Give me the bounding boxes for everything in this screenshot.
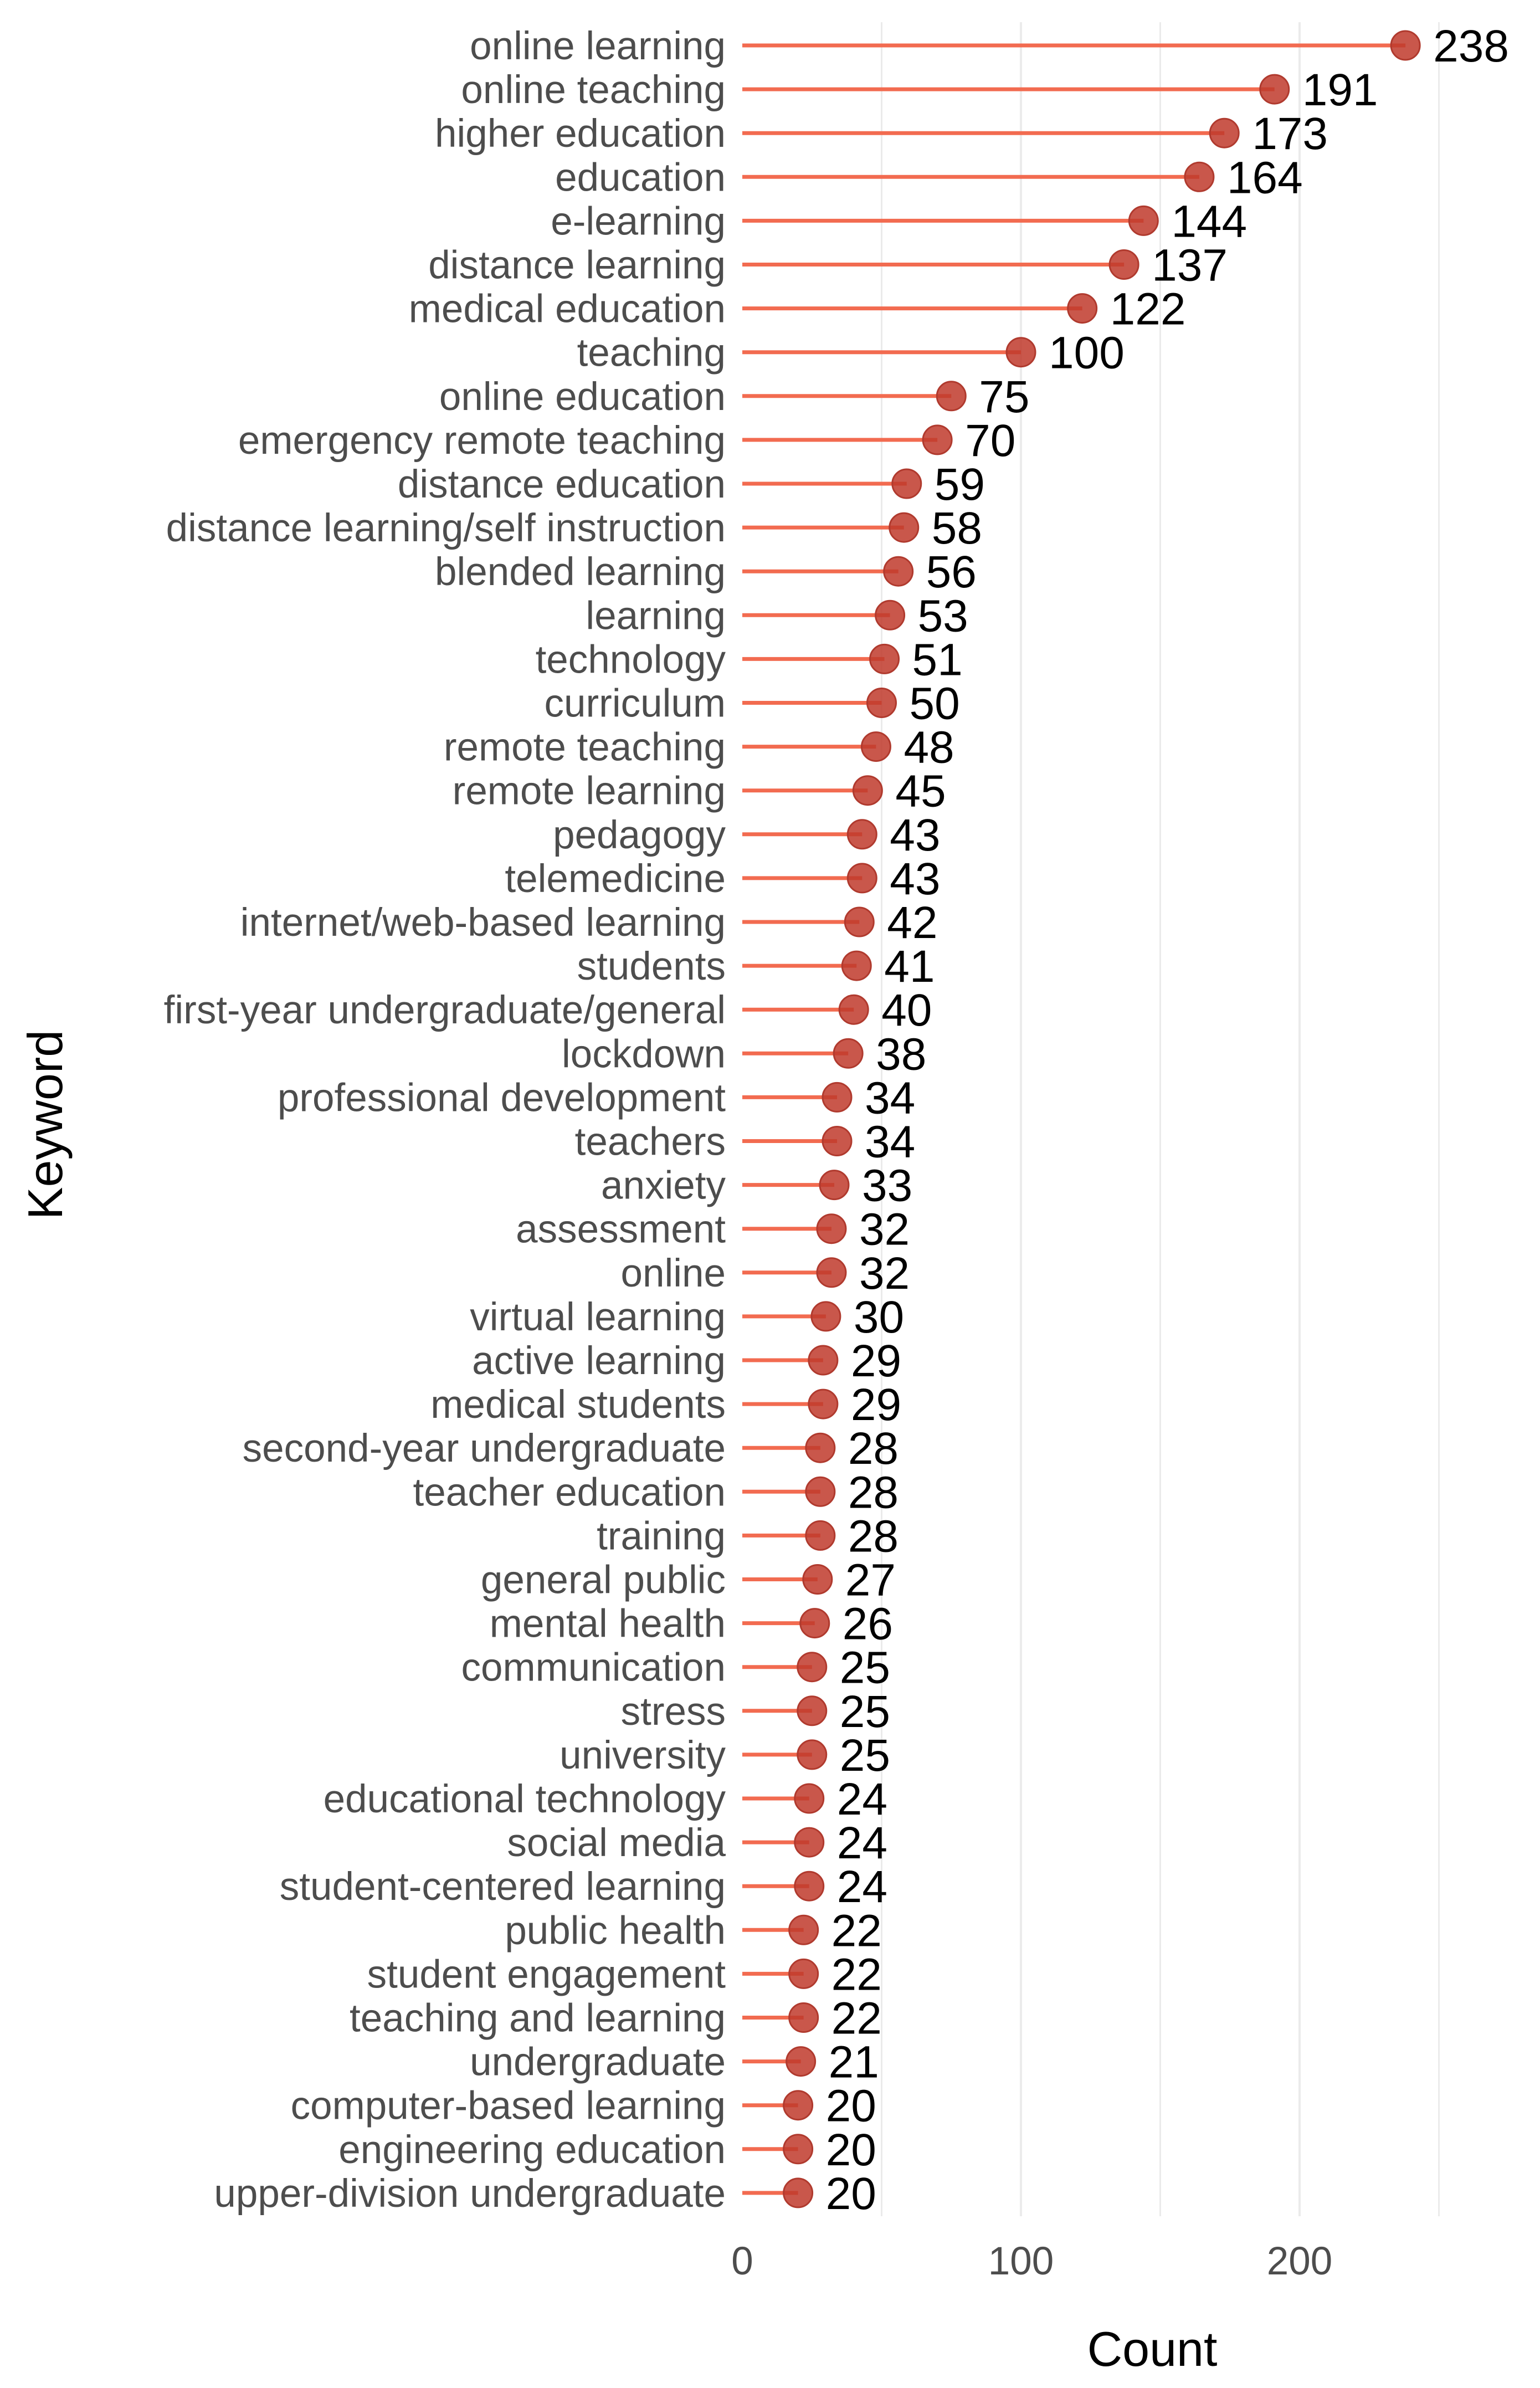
value-label: 38: [876, 1029, 927, 1080]
lollipop-point: [817, 1215, 846, 1243]
lollipop-point: [823, 1127, 851, 1156]
value-label: 75: [979, 371, 1030, 422]
lollipop-point: [784, 2135, 813, 2164]
value-label: 164: [1226, 152, 1303, 203]
keyword-label: public health: [505, 1909, 726, 1953]
lollipop-point: [823, 1083, 851, 1111]
lollipop-point: [884, 557, 913, 586]
keyword-label: medical students: [430, 1383, 726, 1427]
keyword-label: remote teaching: [443, 725, 726, 770]
value-label: 144: [1171, 196, 1248, 247]
keyword-label: online teaching: [461, 68, 726, 112]
keyword-label: mental health: [489, 1602, 726, 1646]
lollipop-point: [817, 1258, 846, 1287]
lollipop-point: [789, 2003, 818, 2032]
value-label: 50: [909, 678, 960, 729]
value-label: 22: [831, 1993, 882, 2044]
keyword-label: training: [597, 1514, 726, 1559]
keyword-label: engineering education: [338, 2128, 726, 2172]
lollipop-point: [798, 1740, 827, 1769]
keyword-label: blended learning: [434, 550, 726, 595]
keyword-label: higher education: [434, 112, 726, 156]
lollipop-point: [853, 776, 882, 805]
keyword-label: first-year undergraduate/general: [163, 988, 726, 1033]
lollipop-point: [806, 1521, 835, 1550]
value-label: 40: [881, 985, 932, 1036]
y-axis-title: Keyword: [18, 1029, 73, 1220]
value-label: 70: [965, 415, 1016, 466]
value-label: 20: [825, 2124, 876, 2175]
keyword-label: technology: [535, 638, 726, 682]
lollipop-point: [845, 908, 874, 936]
lollipop-point: [842, 951, 871, 980]
keyword-label: second-year undergraduate: [242, 1427, 726, 1471]
value-label: 25: [839, 1730, 890, 1781]
lollipop-point: [890, 513, 918, 542]
value-label: 28: [848, 1423, 899, 1474]
lollipop-point: [1129, 206, 1158, 235]
lollipop-point: [806, 1477, 835, 1506]
lollipop-point: [892, 469, 921, 498]
keyword-label: remote learning: [452, 769, 726, 813]
lollipop-point: [848, 864, 876, 893]
keyword-label: online learning: [470, 24, 726, 68]
value-label: 191: [1302, 65, 1378, 116]
lollipop-point: [795, 1784, 824, 1813]
keyword-label: active learning: [472, 1339, 726, 1383]
keyword-label: upper-division undergraduate: [214, 2171, 726, 2216]
lollipop-point: [923, 426, 952, 454]
keyword-label: teaching: [577, 331, 726, 375]
keyword-label: online education: [439, 375, 726, 419]
lollipop-point: [809, 1390, 838, 1418]
value-label: 34: [865, 1073, 916, 1124]
keyword-label: educational technology: [323, 1777, 726, 1821]
lollipop-point: [787, 2047, 815, 2076]
keyword-label: professional development: [277, 1076, 726, 1120]
x-tick-label: 0: [731, 2240, 753, 2283]
lollipop-point: [820, 1171, 849, 1200]
lollipop-point: [839, 995, 868, 1024]
lollipop-point: [870, 644, 899, 673]
value-label: 22: [831, 1949, 882, 2000]
lollipop-point: [809, 1346, 838, 1375]
keyword-label: anxiety: [601, 1164, 726, 1208]
value-label: 32: [859, 1204, 910, 1255]
keyword-label: teacher education: [413, 1470, 726, 1515]
lollipop-point: [937, 382, 966, 411]
value-label: 30: [853, 1292, 905, 1342]
lollipop-point: [1210, 119, 1239, 147]
value-label: 24: [836, 1862, 887, 1913]
lollipop-point: [798, 1697, 827, 1725]
lollipop-point: [1260, 75, 1289, 104]
value-label: 238: [1433, 21, 1509, 71]
value-label: 28: [848, 1467, 899, 1518]
keyword-label: student-centered learning: [279, 1865, 726, 1909]
value-label: 58: [931, 503, 982, 554]
value-label: 22: [831, 1905, 882, 1956]
lollipop-point: [867, 689, 896, 718]
value-label: 32: [859, 1248, 910, 1299]
value-label: 25: [839, 1642, 890, 1693]
lollipop-point: [798, 1653, 827, 1682]
value-label: 122: [1110, 284, 1186, 335]
value-label: 48: [904, 722, 954, 773]
lollipop-point: [1391, 31, 1420, 60]
value-label: 100: [1049, 327, 1125, 378]
lollipop-point: [789, 1959, 818, 1988]
lollipop-point: [784, 2179, 813, 2207]
keyword-label: e-learning: [551, 199, 726, 244]
lollipop-point: [803, 1565, 832, 1594]
lollipop-point: [1068, 294, 1097, 323]
value-label: 27: [845, 1555, 896, 1606]
value-label: 43: [890, 853, 941, 904]
lollipop-point: [795, 1872, 824, 1900]
keyword-label: lockdown: [562, 1032, 726, 1077]
lollipop-point: [861, 732, 890, 761]
value-label: 53: [917, 591, 968, 642]
lollipop-point: [806, 1433, 835, 1462]
lollipop-point: [848, 820, 876, 849]
x-tick-label: 100: [988, 2240, 1054, 2283]
value-label: 34: [865, 1116, 916, 1167]
keyword-label: university: [559, 1733, 726, 1777]
keyword-label: online: [620, 1251, 726, 1295]
keyword-label: emergency remote teaching: [238, 418, 726, 463]
lollipop-point: [1110, 250, 1138, 279]
lollipop-point: [784, 2091, 813, 2120]
value-label: 29: [850, 1336, 902, 1386]
keyword-label: student engagement: [367, 1953, 726, 1997]
keyword-label: social media: [507, 1821, 726, 1866]
lollipop-point: [812, 1302, 840, 1331]
value-label: 21: [828, 2037, 879, 2088]
lollipop-point: [1185, 162, 1214, 191]
keyword-label: students: [577, 945, 726, 989]
value-label: 29: [850, 1380, 902, 1431]
value-label: 43: [890, 809, 941, 860]
lollipop-point: [876, 601, 905, 629]
keyword-label: medical education: [408, 287, 726, 331]
keyword-label: education: [555, 156, 726, 200]
keyword-label: teachers: [574, 1120, 726, 1164]
lollipop-point: [795, 1828, 824, 1857]
value-label: 173: [1252, 109, 1328, 160]
value-label: 45: [895, 766, 946, 817]
keyword-label: distance learning/self instruction: [166, 506, 726, 551]
keyword-label: learning: [586, 594, 726, 638]
keyword-label: telemedicine: [505, 857, 726, 901]
value-label: 51: [912, 634, 963, 685]
lollipop-point: [789, 1915, 818, 1944]
value-label: 56: [926, 547, 977, 598]
keyword-label: distance education: [397, 463, 726, 506]
keyword-label: curriculum: [544, 681, 726, 726]
value-label: 59: [934, 459, 985, 510]
x-tick-layer: [731, 2240, 1332, 2283]
keyword-label: assessment: [516, 1207, 726, 1252]
value-label: 24: [836, 1774, 887, 1825]
keyword-label: communication: [461, 1646, 726, 1690]
keyword-label: internet/web-based learning: [240, 901, 726, 945]
value-label: 28: [848, 1511, 899, 1562]
x-tick-label: 200: [1266, 2240, 1333, 2283]
keyword-label: undergraduate: [470, 2040, 726, 2084]
value-label: 33: [861, 1160, 913, 1211]
value-label: 20: [825, 2080, 876, 2131]
keyword-label: stress: [620, 1689, 726, 1734]
keyword-label: pedagogy: [553, 813, 726, 857]
keyword-label: general public: [480, 1558, 726, 1602]
keyword-label: teaching and learning: [350, 1996, 726, 2041]
lollipop-point: [1007, 338, 1035, 367]
value-label: 42: [887, 898, 938, 948]
lollipop-point: [834, 1039, 863, 1068]
lollipop-point: [800, 1609, 829, 1638]
value-label: 25: [839, 1686, 890, 1737]
x-axis-title: Count: [1087, 2322, 1218, 2376]
value-label: 137: [1152, 240, 1228, 291]
keyword-label: distance learning: [428, 243, 726, 288]
value-label: 41: [884, 941, 935, 992]
value-label: 26: [842, 1598, 893, 1649]
value-label: 24: [836, 1818, 887, 1869]
value-label: 20: [825, 2168, 876, 2219]
keyword-label: computer-based learning: [290, 2084, 726, 2128]
keyword-label: virtual learning: [470, 1295, 726, 1339]
keyword-label-layer: [164, 24, 726, 2216]
